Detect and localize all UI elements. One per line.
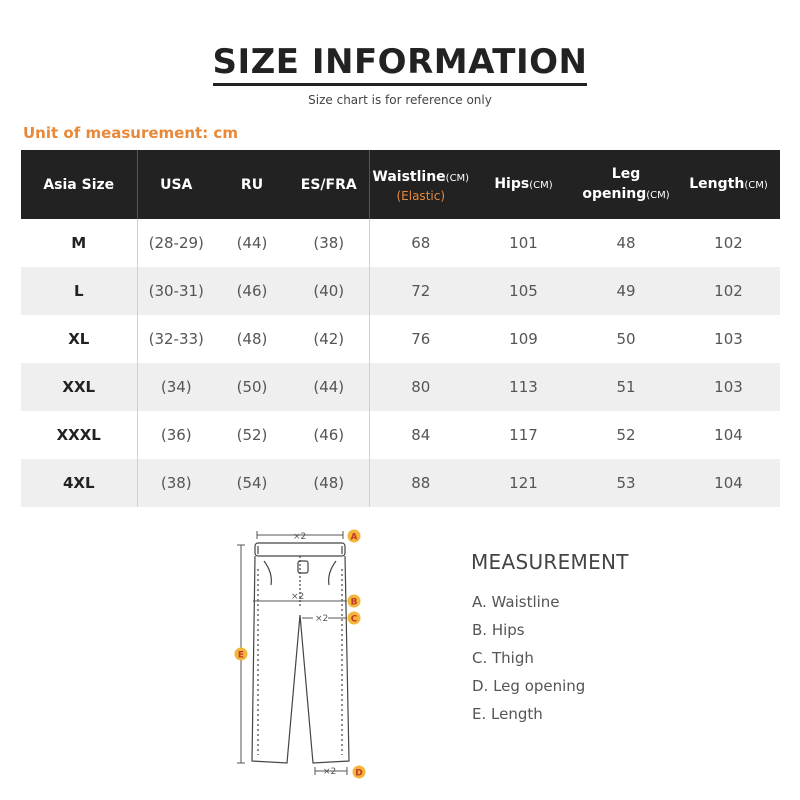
cell-es-fra: (46) bbox=[289, 411, 369, 459]
header-leg-line1: Leg bbox=[611, 165, 641, 182]
cell-size: 4XL bbox=[21, 459, 137, 507]
cell-waistline: 88 bbox=[369, 459, 472, 507]
cell-usa: (32-33) bbox=[148, 330, 204, 348]
cell-ru: (54) bbox=[215, 459, 289, 507]
cell-length: 103 bbox=[677, 363, 780, 411]
cell-leg-opening: 51 bbox=[575, 363, 677, 411]
cell-leg-opening: 50 bbox=[616, 330, 636, 348]
cell-ru: (50) bbox=[215, 363, 289, 411]
header-hips-unit: (CM) bbox=[529, 179, 553, 191]
cell-length: 102 bbox=[677, 267, 780, 315]
legend-item-leg-opening: D. Leg opening bbox=[472, 677, 586, 695]
unit-label: Unit of measurement: cm bbox=[23, 124, 238, 142]
header-waistline-label: Waistline bbox=[372, 168, 446, 185]
cell-hips: 109 bbox=[509, 330, 538, 348]
cell-hips: 117 bbox=[509, 426, 538, 444]
cell-size: L bbox=[21, 267, 137, 315]
table-row bbox=[21, 219, 780, 267]
cell-es-fra: (40) bbox=[289, 267, 369, 315]
header-waistline bbox=[369, 150, 472, 219]
cell-hips: 101 bbox=[509, 234, 538, 252]
header-length-label: Length bbox=[689, 175, 745, 192]
table-row bbox=[21, 411, 780, 459]
header-usa: USA bbox=[137, 150, 215, 219]
measure-b-multiplier: ×2 bbox=[291, 592, 305, 602]
measure-c-multiplier: ×2 bbox=[315, 614, 329, 624]
cell-ru: (46) bbox=[215, 267, 289, 315]
measure-d-multiplier: ×2 bbox=[323, 767, 337, 777]
legend-item-hips: B. Hips bbox=[472, 621, 525, 639]
size-table bbox=[21, 150, 780, 507]
cell-length: 102 bbox=[714, 234, 743, 252]
cell-waistline: 80 bbox=[369, 363, 472, 411]
marker-b-label: B bbox=[350, 597, 358, 608]
header-hips bbox=[472, 150, 575, 219]
cell-usa: (34) bbox=[137, 363, 215, 411]
cell-size: XXL bbox=[21, 363, 137, 411]
header-waistline-note: (Elastic) bbox=[396, 188, 446, 203]
header-length-unit: (CM) bbox=[744, 179, 768, 191]
header-asia-size: Asia Size bbox=[21, 150, 137, 219]
cell-usa: (38) bbox=[137, 459, 215, 507]
cell-usa: (28-29) bbox=[148, 234, 204, 252]
cell-usa: (36) bbox=[160, 426, 192, 444]
table-row bbox=[21, 267, 780, 315]
cell-hips: 113 bbox=[472, 363, 575, 411]
marker-d-label: D bbox=[355, 768, 363, 779]
cell-leg-opening: 48 bbox=[616, 234, 636, 252]
header-es-fra: ES/FRA bbox=[289, 150, 369, 219]
cell-waistline: 68 bbox=[411, 234, 431, 252]
cell-size: XL bbox=[21, 315, 137, 363]
header-leg-unit: (CM) bbox=[646, 189, 670, 201]
legend-item-length: E. Length bbox=[472, 705, 543, 723]
table-header-row bbox=[21, 150, 780, 219]
header-leg-opening bbox=[575, 150, 677, 219]
cell-leg-opening: 52 bbox=[616, 426, 636, 444]
pants-diagram bbox=[225, 525, 370, 785]
page-title: SIZE INFORMATION bbox=[0, 40, 800, 84]
cell-ru: (48) bbox=[236, 330, 268, 348]
cell-ru: (44) bbox=[236, 234, 268, 252]
cell-length: 104 bbox=[714, 426, 743, 444]
measurement-title: MEASUREMENT bbox=[471, 550, 629, 574]
cell-usa: (30-31) bbox=[137, 267, 215, 315]
cell-ru: (52) bbox=[236, 426, 268, 444]
marker-c-label: C bbox=[350, 614, 358, 625]
marker-a-label: A bbox=[350, 532, 358, 543]
legend-item-thigh: C. Thigh bbox=[472, 649, 534, 667]
cell-es-fra: (48) bbox=[289, 459, 369, 507]
pants-outline-icon bbox=[252, 543, 349, 763]
cell-length: 103 bbox=[714, 330, 743, 348]
cell-hips: 121 bbox=[472, 459, 575, 507]
header-ru: RU bbox=[215, 150, 289, 219]
header-hips-label: Hips bbox=[494, 175, 530, 192]
table-row bbox=[21, 315, 780, 363]
cell-waistline: 84 bbox=[411, 426, 431, 444]
page-subtitle: Size chart is for reference only bbox=[308, 93, 492, 107]
cell-leg-opening: 53 bbox=[575, 459, 677, 507]
table-row bbox=[21, 459, 780, 507]
cell-waistline: 72 bbox=[369, 267, 472, 315]
cell-es-fra: (38) bbox=[289, 219, 369, 267]
header-length bbox=[677, 150, 780, 219]
cell-es-fra: (42) bbox=[289, 315, 369, 363]
cell-leg-opening: 49 bbox=[575, 267, 677, 315]
marker-e-label: E bbox=[237, 650, 245, 661]
cell-length: 104 bbox=[677, 459, 780, 507]
cell-es-fra: (44) bbox=[289, 363, 369, 411]
measure-a-multiplier: ×2 bbox=[293, 532, 307, 542]
header-waistline-unit: (CM) bbox=[445, 172, 470, 184]
cell-waistline: 76 bbox=[411, 330, 431, 348]
header-leg-line2: opening bbox=[582, 185, 647, 202]
cell-size: XXXL bbox=[21, 411, 137, 459]
cell-hips: 105 bbox=[472, 267, 575, 315]
table-row bbox=[21, 363, 780, 411]
cell-size: M bbox=[21, 219, 137, 267]
legend-item-waistline: A. Waistline bbox=[472, 593, 560, 611]
